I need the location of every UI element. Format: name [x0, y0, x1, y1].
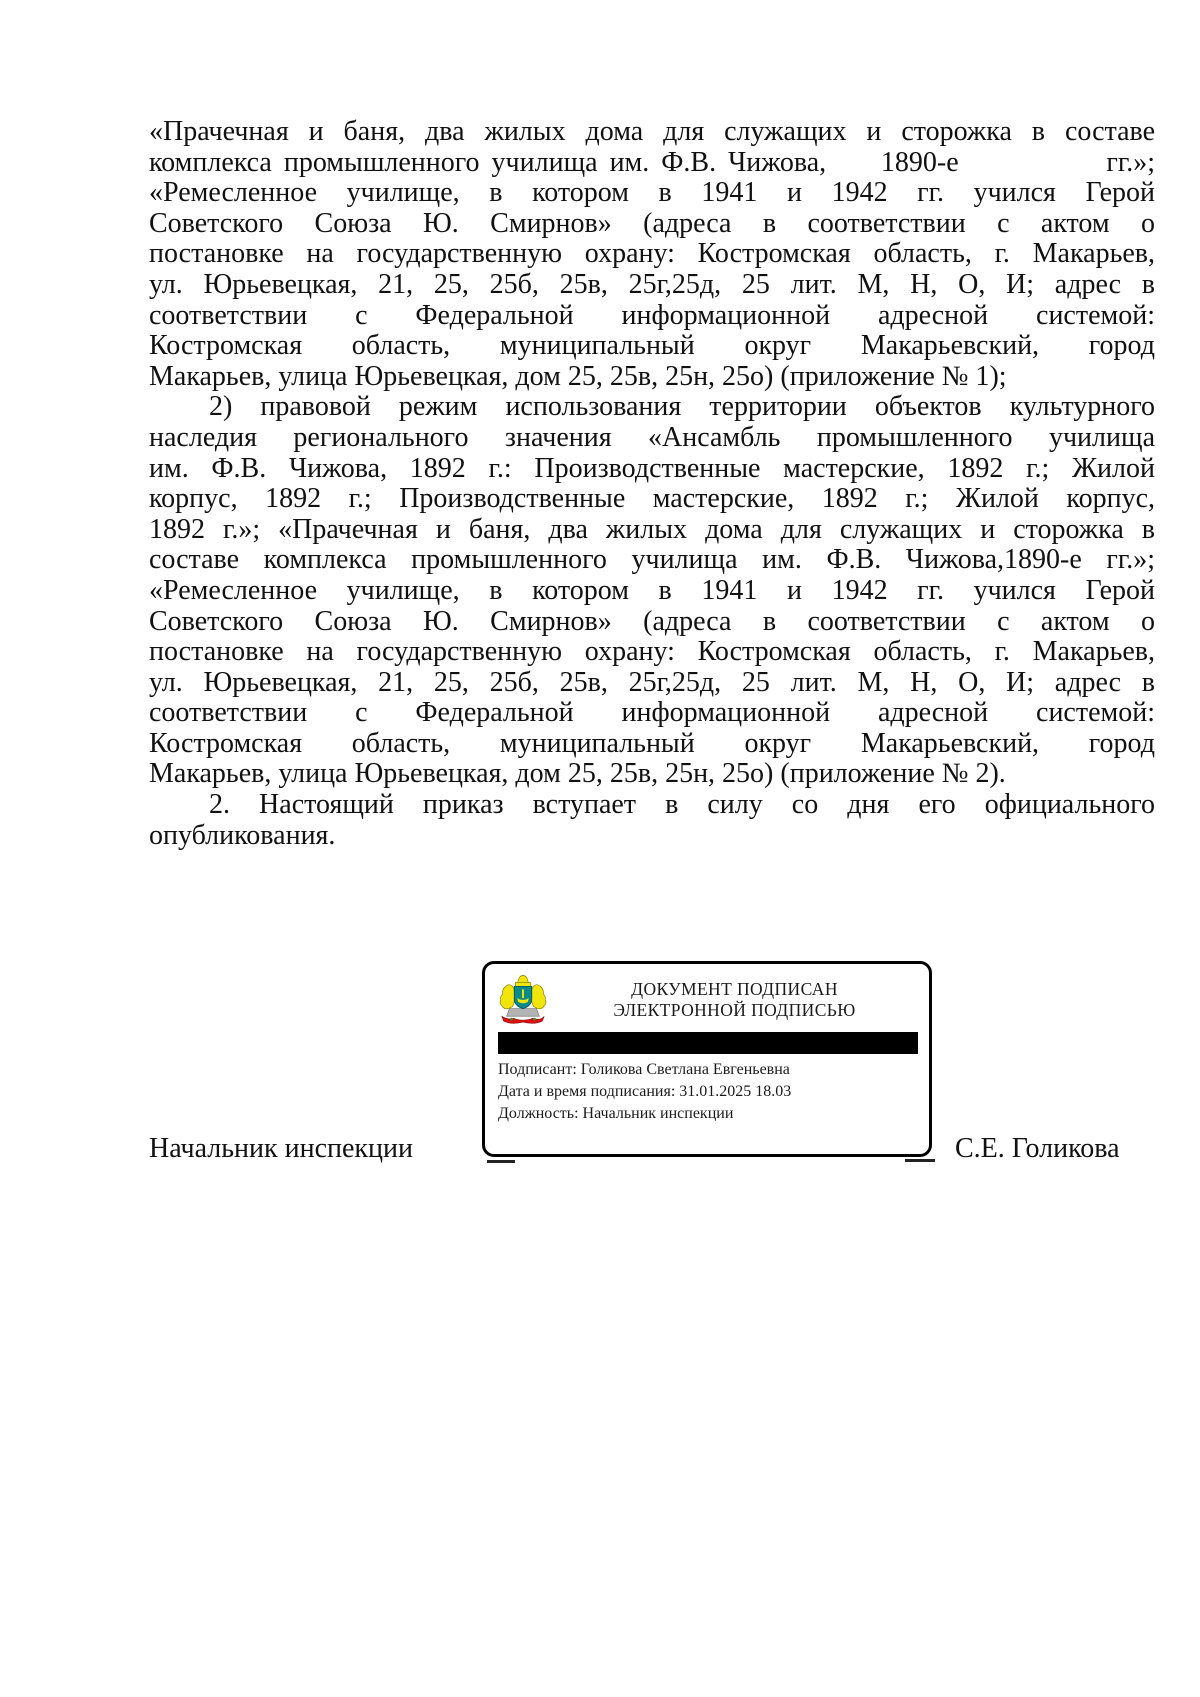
- stamp-position: Должность: Начальник инспекции: [498, 1105, 734, 1122]
- text-segment: гг.»;: [1106, 146, 1155, 178]
- text-line: ул. Юрьевецкая, 21, 25, 25б, 25в, 25г,25д, 25 лит. М, Н, О, И; адрес в: [149, 268, 1155, 300]
- text-line: 2) правовой режим использования территории объектов культурного: [209, 391, 1155, 423]
- stamp-date-time: Дата и время подписания: 31.01.2025 18.03: [498, 1083, 792, 1100]
- text-line: Костромская область, муниципальный округ Макарьевский, город: [149, 727, 1155, 759]
- signer-name-label: С.Е. Голикова: [955, 1133, 1120, 1164]
- text-line: 1892 г.»; «Прачечная и баня, два жилых дома для служащих и сторожка в: [149, 513, 1155, 545]
- text-line: наследия регионального значения «Ансамбль промышленного училища: [149, 421, 1155, 453]
- text-line: постановке на государственную охрану: Костромская область, г. Макарьев,: [149, 238, 1155, 270]
- text-line: Советского Союза Ю. Смирнов» (адреса в соответствии с актом о: [149, 207, 1155, 239]
- text-line: «Ремесленное училище, в котором в 1941 и 1942 гг. учился Герой: [149, 574, 1155, 606]
- justify-spacer: [959, 148, 1107, 179]
- stamp-title: [550, 970, 919, 1021]
- text-line: корпус, 1892 г.; Производственные мастерские, 1892 г.; Жилой корпус,: [149, 483, 1155, 515]
- stamp-title-line2: ЭЛЕКТРОННОЙ ПОДПИСЬЮ: [613, 1000, 856, 1020]
- text-line: Макарьев, улица Юрьевецкая, дом 25, 25в, 25н, 25о) (приложение № 2).: [149, 758, 1006, 790]
- stamp-fields: [498, 1059, 791, 1125]
- text-line: постановке на государственную охрану: Костромская область, г. Макарьев,: [149, 636, 1155, 668]
- stamp-title-line1: ДОКУМЕНТ ПОДПИСАН: [631, 979, 838, 999]
- text-line: 2. Настоящий приказ вступает в силу со дня его официального: [209, 789, 1155, 821]
- text-line: Макарьев, улица Юрьевецкая, дом 25, 25в, 25н, 25о) (приложение № 1);: [149, 360, 1007, 392]
- signature-stamp: [482, 961, 932, 1157]
- kostroma-coat-of-arms-icon: [496, 972, 550, 1024]
- text-line: ул. Юрьевецкая, 21, 25, 25б, 25в, 25г,25д, 25 лит. М, Н, О, И; адрес в: [149, 666, 1155, 698]
- signer-position-label: Начальник инспекции: [149, 1133, 413, 1164]
- text-line: «Ремесленное училище, в котором в 1941 и 1942 гг. учился Герой: [149, 177, 1155, 209]
- text-line: составе комплекса промышленного училища им. Ф.В. Чижова,1890-е гг.»;: [149, 544, 1155, 576]
- text-segment: комплекса промышленного училища им. Ф.В. Чижова,: [149, 146, 827, 178]
- justify-spacer: [826, 148, 881, 179]
- certificate-redacted-bar: [498, 1032, 918, 1054]
- text-line: «Прачечная и баня, два жилых дома для служащих и сторожка в составе: [149, 116, 1155, 147]
- stamp-signer: Подписант: Голикова Светлана Евгеньевна: [498, 1061, 790, 1078]
- stamp-header: [485, 964, 929, 1024]
- text-line: соответствии с Федеральной информационной адресной системой:: [149, 299, 1155, 331]
- text-line: опубликования.: [149, 819, 336, 851]
- document-body-text: [149, 117, 1155, 851]
- text-segment: 1890-е: [880, 146, 959, 178]
- underline-mark-left: [487, 1160, 515, 1163]
- text-line: [149, 148, 1155, 179]
- text-line: соответствии с Федеральной информационной адресной системой:: [149, 697, 1155, 729]
- text-line: Костромская область, муниципальный округ Макарьевский, город: [149, 330, 1155, 362]
- text-line: им. Ф.В. Чижова, 1892 г.: Производственные мастерские, 1892 г.; Жилой: [149, 452, 1155, 484]
- underline-mark-right: [905, 1159, 935, 1162]
- text-line: Советского Союза Ю. Смирнов» (адреса в соответствии с актом о: [149, 605, 1155, 637]
